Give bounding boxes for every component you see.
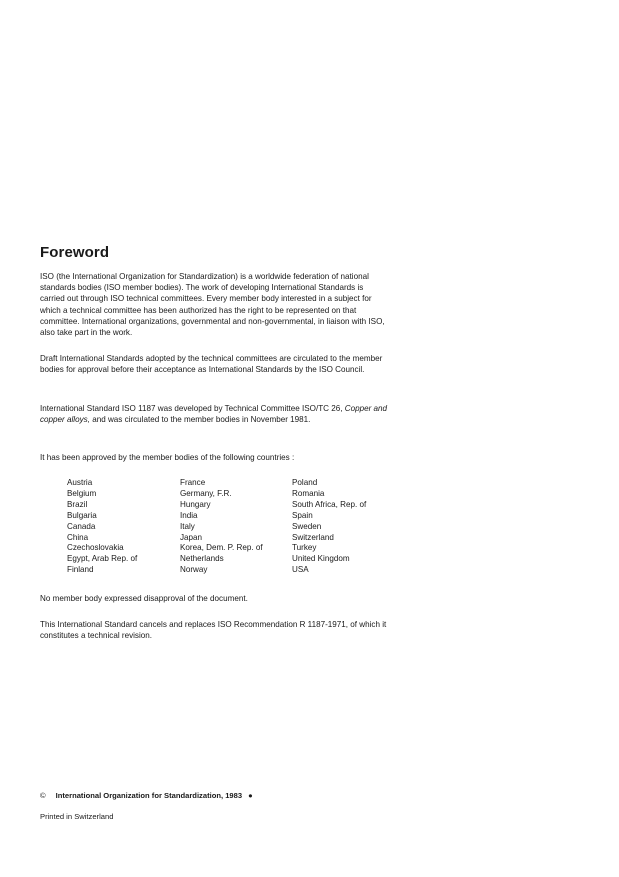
country-item: Austria [67,478,93,487]
country-item: Korea, Dem. P. Rep. of [180,543,263,553]
country-item: Turkey [292,543,317,553]
paragraph-development [40,403,388,425]
country-item: USA [292,565,309,575]
country-item: Poland [292,478,318,487]
country-item: Egypt, Arab Rep. of [67,554,138,564]
country-column-2 [180,478,300,576]
printed-in: Printed in Switzerland [40,812,114,821]
bullet-icon: ● [248,791,253,800]
copyright-line [40,791,253,800]
paragraph-draft-standards: Draft International Standards adopted by the technical committees are circulated to the member bodies for approval before their acceptance as International Standards by the ISO Council. [40,354,383,375]
country-column-3 [292,478,412,576]
committee-title: Copper and copper alloys, [40,404,388,425]
country-item: Germany, F.R. [180,488,232,498]
country-item: Romania [292,488,325,498]
country-item: Japan [180,532,203,542]
country-item: Belgium [67,488,97,498]
country-item: Brazil [67,499,88,509]
country-item: South Africa, Rep. of [292,499,367,509]
page-title: Foreword [40,244,110,261]
development-text-end: and was circulated to the member bodies in November 1981. [92,415,311,425]
country-item: Spain [292,510,313,520]
country-item: Switzerland [292,532,334,542]
country-item: Netherlands [180,554,224,564]
country-item: Hungary [180,499,211,509]
country-item: India [180,510,198,520]
development-text-start: International Standard ISO 1187 was developed by Technical Committee ISO/TC 26, [40,404,343,413]
country-item: Italy [180,521,195,531]
country-item: Canada [67,521,96,531]
country-item: Czechoslovakia [67,543,124,553]
country-item: United Kingdom [292,554,350,564]
copyright-icon: © [40,791,46,800]
paragraph-iso-intro: ISO (the International Organization for Standardization) is a worldwide federation of national standards bodies (ISO member bodies). The work of developing International Standards is carried out through ISO technical committees. Every member body interested in a subject for which a technical committee has been authorized has the right to be represented on that committee. International organizations, governmental and non-governmental, in liaison with ISO, also take part in the work. [40,272,385,338]
country-column-1 [67,478,187,576]
paragraph-no-disapproval: No member body expressed disapproval of the document. [40,594,248,603]
country-item: Norway [180,565,208,575]
country-item: France [180,478,206,487]
country-item: Bulgaria [67,510,97,520]
paragraph-replaces: This International Standard cancels and replaces ISO Recommendation R 1187-1971, of which it constitutes a technical revision. [40,620,387,641]
paragraph-approval: It has been approved by the member bodies of the following countries : [40,453,295,462]
country-item: Sweden [292,521,322,531]
country-item: Finland [67,565,94,575]
country-item: China [67,532,89,542]
copyright-text: International Organization for Standardization, 1983 [55,791,243,800]
